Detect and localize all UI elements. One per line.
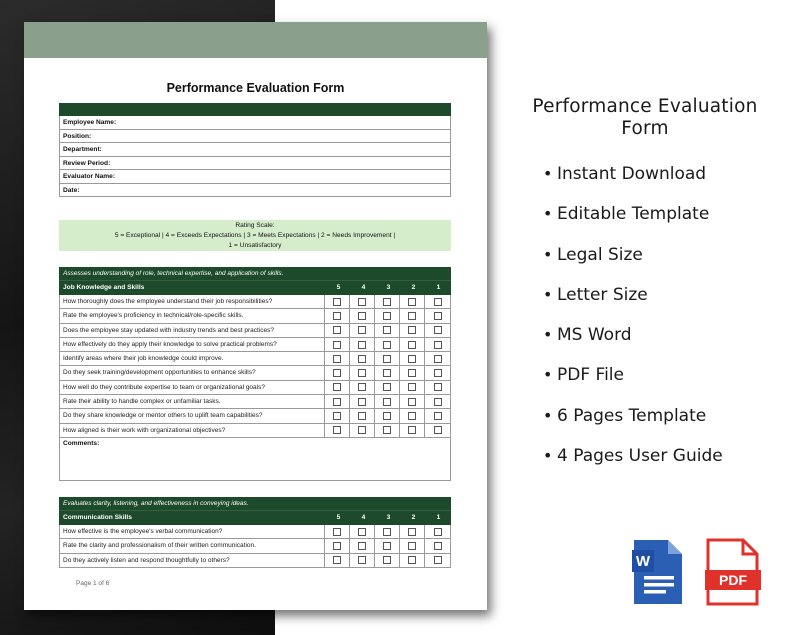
rating-checkbox-cell[interactable] [375, 525, 400, 538]
rating-checkbox-cell[interactable] [375, 539, 400, 552]
checkbox-icon[interactable] [383, 298, 391, 306]
checkbox-icon[interactable] [358, 412, 366, 420]
rating-checkbox-cell[interactable] [425, 539, 450, 552]
feature-item [543, 325, 785, 365]
checkbox-icon[interactable] [434, 398, 442, 406]
question-rows [59, 525, 451, 568]
word-file-icon [632, 538, 684, 606]
rating-scale-line2: 1 = Unsatisfactory [228, 242, 282, 249]
section-description: Assesses understanding of role, technical expertise, and application of skills. [59, 267, 451, 280]
rating-checkbox-cell[interactable] [400, 352, 425, 365]
rating-checkbox-cell[interactable] [425, 409, 450, 422]
checkbox-icon[interactable] [358, 312, 366, 320]
question-text: Do they seek training/development opportunities to enhance skills? [60, 366, 325, 379]
question-text: Rate the clarity and professionalism of their written communication. [60, 539, 325, 552]
checkbox-icon[interactable] [408, 528, 416, 536]
checkbox-icon[interactable] [408, 326, 416, 334]
checkbox-icon[interactable] [434, 341, 442, 349]
question-row [59, 525, 451, 539]
question-row [59, 324, 451, 338]
rating-checkbox-cell[interactable] [425, 295, 450, 308]
rating-checkbox-cell[interactable] [350, 295, 375, 308]
section-name: Communication Skills [63, 514, 132, 521]
checkbox-icon[interactable] [434, 542, 442, 550]
checkbox-icon[interactable] [434, 298, 442, 306]
checkbox-icon[interactable] [434, 355, 442, 363]
promo-title-line2: Form [621, 118, 669, 139]
checkbox-icon[interactable] [358, 556, 366, 564]
question-text: Identify areas where their job knowledge could improve. [60, 352, 325, 365]
checkbox-icon[interactable] [408, 383, 416, 391]
rating-checkbox-cell[interactable] [400, 539, 425, 552]
checkbox-icon[interactable] [434, 369, 442, 377]
feature-item [543, 446, 785, 486]
checkbox-icon[interactable] [383, 528, 391, 536]
feature-label: MS Word [557, 325, 632, 346]
rating-checkbox-cell[interactable] [425, 554, 450, 567]
rating-checkbox-cell[interactable] [350, 539, 375, 552]
checkbox-icon[interactable] [333, 556, 341, 564]
bullet-icon: • [543, 164, 553, 183]
info-field-department: Department: [59, 143, 451, 157]
checkbox-icon[interactable] [333, 398, 341, 406]
rating-checkbox-cell[interactable] [325, 338, 350, 351]
checkbox-icon[interactable] [333, 341, 341, 349]
question-text: How aligned is their work with organizational objectives? [60, 424, 325, 437]
rating-checkbox-cell[interactable] [350, 366, 375, 379]
feature-item [543, 204, 785, 244]
checkbox-icon[interactable] [383, 326, 391, 334]
rating-col-2: 2 [411, 514, 416, 521]
checkbox-icon[interactable] [383, 556, 391, 564]
checkbox-icon[interactable] [333, 369, 341, 377]
checkbox-icon[interactable] [358, 326, 366, 334]
question-row [59, 352, 451, 366]
rating-checkbox-cell[interactable] [400, 424, 425, 437]
checkbox-icon[interactable] [408, 426, 416, 434]
question-text: Rate their ability to handle complex or unfamiliar tasks. [60, 395, 325, 408]
question-row [59, 381, 451, 395]
rating-checkbox-cell[interactable] [325, 295, 350, 308]
rating-scale-title: Rating Scale: [235, 222, 275, 229]
checkbox-icon[interactable] [333, 542, 341, 550]
checkbox-icon[interactable] [408, 556, 416, 564]
bullet-icon: • [543, 405, 553, 425]
header-band [24, 22, 487, 58]
bullet-icon: • [543, 325, 553, 345]
checkbox-icon[interactable] [408, 369, 416, 377]
promo-panel [505, 96, 785, 486]
checkbox-icon[interactable] [383, 355, 391, 363]
checkbox-icon[interactable] [383, 412, 391, 420]
pdf-file-icon [705, 538, 761, 606]
rating-checkbox-cell[interactable] [350, 424, 375, 437]
rating-col-1: 1 [436, 514, 441, 521]
checkbox-icon[interactable] [358, 355, 366, 363]
question-text: Rate the employee's proficiency in technical/role-specific skills. [60, 309, 325, 322]
rating-col-5: 5 [336, 514, 341, 521]
checkbox-icon[interactable] [383, 369, 391, 377]
question-text: How thoroughly does the employee understand their job responsibilities? [60, 295, 325, 308]
feature-item [543, 245, 785, 285]
info-field-employee-name: Employee Name: [59, 116, 451, 130]
section-header [59, 510, 451, 525]
bullet-icon: • [543, 284, 553, 304]
checkbox-icon[interactable] [358, 528, 366, 536]
checkbox-icon[interactable] [434, 412, 442, 420]
rating-checkbox-cell[interactable] [425, 525, 450, 538]
checkbox-icon[interactable] [333, 312, 341, 320]
checkbox-icon[interactable] [408, 398, 416, 406]
feature-label: 4 Pages User Guide [557, 446, 723, 467]
question-text: How effectively do they apply their knowledge to solve practical problems? [60, 338, 325, 351]
rating-checkbox-cell[interactable] [350, 525, 375, 538]
checkbox-icon[interactable] [408, 542, 416, 550]
feature-label: Editable Template [557, 204, 710, 225]
rating-checkbox-cell[interactable] [325, 525, 350, 538]
question-row [59, 424, 451, 438]
rating-checkbox-cell[interactable] [375, 395, 400, 408]
question-text: Does the employee stay updated with industry trends and best practices? [60, 324, 325, 337]
checkbox-icon[interactable] [383, 383, 391, 391]
bullet-icon: • [543, 365, 553, 385]
pdf-icon-text: PDF [719, 572, 747, 588]
feature-label: Letter Size [557, 284, 648, 305]
info-field-review-period: Review Period: [59, 157, 451, 171]
rating-scale-line1: 5 = Exceptional | 4 = Exceeds Expectations | 3 = Meets Expectations | 2 = Needs Improvement | [114, 232, 396, 239]
info-field-date: Date: [59, 184, 451, 198]
rating-checkbox-cell[interactable] [325, 324, 350, 337]
feature-item [543, 164, 785, 204]
rating-checkbox-cell[interactable] [400, 324, 425, 337]
checkbox-icon[interactable] [333, 426, 341, 434]
rating-checkbox-cell[interactable] [375, 309, 400, 322]
info-field-position: Position: [59, 130, 451, 144]
rating-checkbox-cell[interactable] [325, 366, 350, 379]
checkbox-icon[interactable] [408, 355, 416, 363]
info-table-header [59, 103, 451, 116]
checkbox-icon[interactable] [434, 426, 442, 434]
question-row [59, 554, 451, 568]
section-description: Evaluates clarity, listening, and effectiveness in conveying ideas. [59, 497, 451, 510]
page-number: Page 1 of 6 [76, 580, 110, 587]
feature-list [543, 164, 785, 486]
feature-label: Instant Download [557, 164, 707, 184]
rating-checkbox-cell[interactable] [350, 395, 375, 408]
checkbox-icon[interactable] [383, 426, 391, 434]
rating-scale-box [59, 220, 451, 251]
rating-checkbox-cell[interactable] [400, 525, 425, 538]
checkbox-icon[interactable] [358, 398, 366, 406]
checkbox-icon[interactable] [358, 369, 366, 377]
section-name: Job Knowledge and Skills [63, 284, 145, 291]
question-row [59, 295, 451, 309]
rating-checkbox-cell[interactable] [350, 338, 375, 351]
rating-checkbox-cell[interactable] [325, 539, 350, 552]
rating-checkbox-cell[interactable] [400, 295, 425, 308]
rating-checkbox-cell[interactable] [375, 366, 400, 379]
question-text: Do they share knowledge or mentor others to uplift team capabilities? [60, 409, 325, 422]
rating-checkbox-cell[interactable] [375, 338, 400, 351]
rating-checkbox-cell[interactable] [375, 409, 400, 422]
checkbox-icon[interactable] [434, 326, 442, 334]
rating-col-3: 3 [386, 514, 391, 521]
section-job-knowledge [59, 267, 451, 481]
question-row [59, 409, 451, 423]
rating-checkbox-cell[interactable] [350, 554, 375, 567]
question-row [59, 395, 451, 409]
rating-checkbox-cell[interactable] [425, 395, 450, 408]
comments-label: Comments: [63, 439, 100, 447]
question-text: How well do they contribute expertise to team or organizational goals? [60, 381, 325, 394]
rating-checkbox-cell[interactable] [400, 554, 425, 567]
rating-checkbox-cell[interactable] [350, 409, 375, 422]
employee-info-table [59, 103, 451, 197]
checkbox-icon[interactable] [333, 528, 341, 536]
question-row [59, 309, 451, 323]
section-header [59, 280, 451, 295]
checkbox-icon[interactable] [333, 298, 341, 306]
rating-checkbox-cell[interactable] [425, 366, 450, 379]
checkbox-icon[interactable] [333, 326, 341, 334]
question-row [59, 338, 451, 352]
promo-title-line1: Performance Evaluation [532, 96, 758, 117]
rating-checkbox-cell[interactable] [375, 381, 400, 394]
question-text: Do they actively listen and respond thoughtfully to others? [60, 554, 325, 567]
feature-label: Legal Size [557, 244, 643, 265]
checkbox-icon[interactable] [358, 383, 366, 391]
checkbox-icon[interactable] [358, 341, 366, 349]
rating-checkbox-cell[interactable] [325, 352, 350, 365]
feature-label: 6 Pages Template [557, 405, 707, 426]
word-icon-letter: W [635, 553, 651, 570]
rating-checkbox-cell[interactable] [400, 366, 425, 379]
rating-checkbox-cell[interactable] [400, 338, 425, 351]
rating-checkbox-cell[interactable] [375, 424, 400, 437]
rating-checkbox-cell[interactable] [375, 295, 400, 308]
rating-checkbox-cell[interactable] [425, 381, 450, 394]
rating-checkbox-cell[interactable] [350, 324, 375, 337]
checkbox-icon[interactable] [434, 528, 442, 536]
checkbox-icon[interactable] [358, 298, 366, 306]
checkbox-icon[interactable] [333, 412, 341, 420]
rating-checkbox-cell[interactable] [350, 381, 375, 394]
promo-title [505, 96, 785, 140]
rating-checkbox-cell[interactable] [425, 352, 450, 365]
rating-checkbox-cell[interactable] [375, 352, 400, 365]
form-page-preview [24, 22, 487, 610]
feature-item [543, 406, 785, 446]
feature-item [543, 365, 785, 405]
rating-checkbox-cell[interactable] [325, 395, 350, 408]
checkbox-icon[interactable] [408, 298, 416, 306]
checkbox-icon[interactable] [408, 312, 416, 320]
checkbox-icon[interactable] [434, 556, 442, 564]
bullet-icon: • [543, 204, 553, 224]
question-row [59, 539, 451, 553]
checkbox-icon[interactable] [383, 398, 391, 406]
rating-checkbox-cell[interactable] [325, 309, 350, 322]
checkbox-icon[interactable] [383, 312, 391, 320]
question-text: How effective is the employee's verbal communication? [60, 525, 325, 538]
checkbox-icon[interactable] [383, 542, 391, 550]
comments-box[interactable] [59, 438, 451, 481]
rating-checkbox-cell[interactable] [425, 424, 450, 437]
rating-col-2: 2 [411, 284, 416, 291]
feature-item [543, 285, 785, 325]
checkbox-icon[interactable] [333, 355, 341, 363]
checkbox-icon[interactable] [358, 542, 366, 550]
rating-checkbox-cell[interactable] [350, 309, 375, 322]
rating-checkbox-cell[interactable] [325, 381, 350, 394]
rating-checkbox-cell[interactable] [425, 338, 450, 351]
rating-col-4: 4 [361, 284, 366, 291]
rating-checkbox-cell[interactable] [400, 309, 425, 322]
rating-col-1: 1 [436, 284, 441, 291]
question-rows [59, 295, 451, 438]
rating-checkbox-cell[interactable] [325, 424, 350, 437]
document-title: Performance Evaluation Form [166, 81, 345, 95]
checkbox-icon[interactable] [358, 426, 366, 434]
file-format-icons [632, 538, 762, 608]
bullet-icon: • [543, 446, 553, 466]
checkbox-icon[interactable] [383, 341, 391, 349]
rating-checkbox-cell[interactable] [325, 554, 350, 567]
checkbox-icon[interactable] [434, 383, 442, 391]
rating-checkbox-cell[interactable] [350, 352, 375, 365]
checkbox-icon[interactable] [408, 412, 416, 420]
rating-checkbox-cell[interactable] [325, 409, 350, 422]
feature-label: PDF File [557, 365, 624, 386]
section-communication [59, 497, 451, 568]
rating-col-3: 3 [386, 284, 391, 291]
question-row [59, 366, 451, 380]
rating-col-5: 5 [336, 284, 341, 291]
rating-checkbox-cell[interactable] [425, 324, 450, 337]
rating-checkbox-cell[interactable] [375, 554, 400, 567]
rating-checkbox-cell[interactable] [375, 324, 400, 337]
checkbox-icon[interactable] [408, 341, 416, 349]
rating-checkbox-cell[interactable] [425, 309, 450, 322]
rating-col-4: 4 [361, 514, 366, 521]
rating-checkbox-cell[interactable] [400, 381, 425, 394]
checkbox-icon[interactable] [434, 312, 442, 320]
rating-checkbox-cell[interactable] [400, 409, 425, 422]
bullet-icon: • [543, 244, 553, 264]
rating-checkbox-cell[interactable] [400, 395, 425, 408]
info-field-evaluator-name: Evaluator Name: [59, 170, 451, 184]
checkbox-icon[interactable] [333, 383, 341, 391]
